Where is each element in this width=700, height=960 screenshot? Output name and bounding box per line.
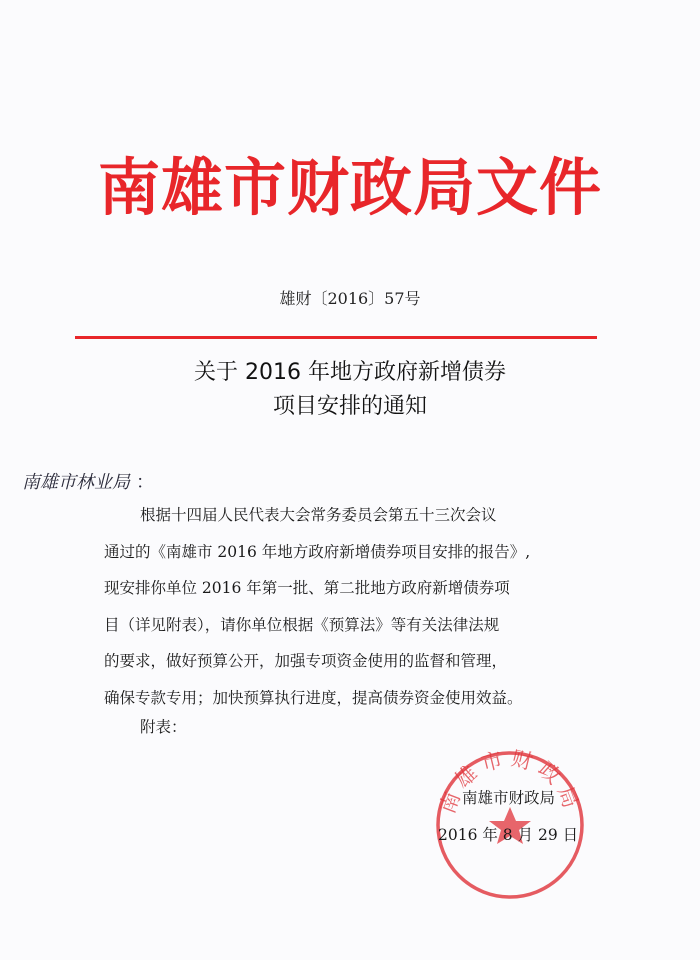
document-number: 雄财〔2016〕57号 <box>279 289 421 308</box>
addressee <box>22 468 154 494</box>
svg-text:南雄市财政局: 南雄市财政局 <box>435 746 585 817</box>
addressee-colon: ： <box>136 472 154 493</box>
red-divider <box>75 336 597 339</box>
notice-title <box>0 356 700 424</box>
title-line-2: 项目安排的通知 <box>272 394 427 419</box>
addressee-handwritten: 南雄市林业局 <box>22 472 130 493</box>
body-line: 现安排你单位 2016 年第一批、第二批地方政府新增债券项 <box>104 579 510 597</box>
body-line: 的要求，做好预算公开，加强专项资金使用的监督和管理， <box>104 652 508 670</box>
title-line-1: 关于 2016 年地方政府新增债券 <box>194 360 506 385</box>
signer: 南雄市财政局 <box>462 789 556 807</box>
attachment-label: 附表： <box>140 718 187 736</box>
masthead-title: 南雄市财政局文件 <box>97 151 602 224</box>
body-line: 确保专款专用；加快预算执行进度，提高债券资金使用效益。 <box>104 688 523 707</box>
body-line: 目（详见附表），请你单位根据《预算法》等有关法律法规 <box>104 615 500 634</box>
issue-date: 2016 年 8 月 29 日 <box>438 826 579 844</box>
body-line: 根据十四届人民代表大会常务委员会第五十三次会议 <box>140 506 497 524</box>
body-line: 通过的《南雄市 2016 年地方政府新增债券项目安排的报告》, <box>104 542 531 561</box>
notice-body <box>104 497 594 716</box>
